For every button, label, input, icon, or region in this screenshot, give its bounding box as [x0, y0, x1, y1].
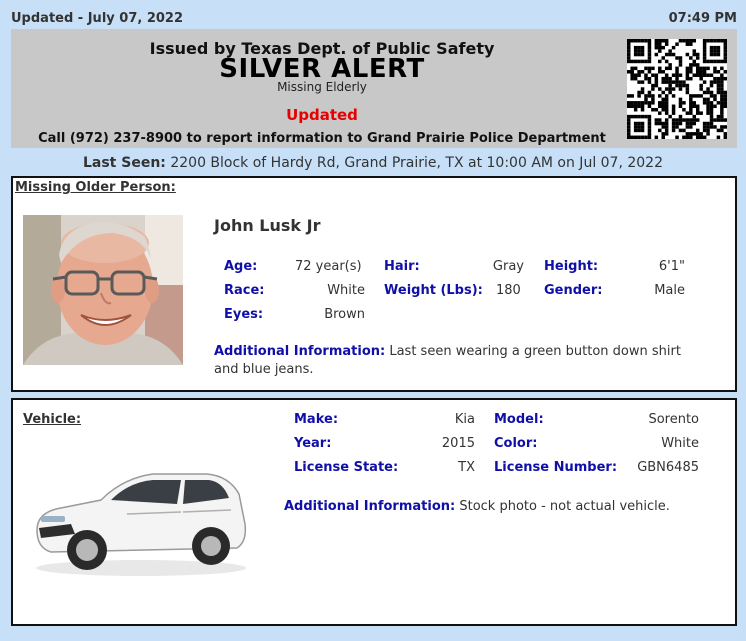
license-number-label: License Number: [494, 460, 618, 475]
vehicle-additional-label: Additional Information: [284, 499, 456, 514]
qr-code-icon[interactable] [627, 39, 727, 139]
gender-value: Male [654, 283, 685, 298]
age-label: Age: [224, 259, 258, 274]
last-seen-label: Last Seen: [82, 155, 166, 171]
alert-status: Updated [286, 106, 358, 124]
top-bar [11, 11, 737, 29]
year-value: 2015 [441, 436, 475, 451]
hair-value: Gray [492, 259, 524, 274]
model-label: Model: [494, 412, 544, 427]
person-photo [23, 215, 183, 365]
race-value: White [327, 283, 365, 298]
alert-banner [11, 29, 737, 148]
height-value: 6'1" [658, 259, 685, 274]
make-value: Kia [454, 412, 475, 427]
person-name: John Lusk Jr [214, 216, 321, 235]
issued-by: Issued by Texas Dept. of Public Safety [149, 39, 495, 58]
alert-title: SILVER ALERT [219, 54, 425, 84]
eyes-value: Brown [324, 307, 365, 322]
vehicle-photo [31, 468, 251, 578]
license-number-value: GBN6485 [637, 460, 699, 475]
year-label: Year: [294, 436, 332, 451]
vehicle-additional-text: Stock photo - not actual vehicle. [459, 499, 670, 514]
hair-label: Hair: [384, 259, 420, 274]
vehicle-additional-info [284, 498, 724, 516]
last-seen-value: 2200 Block of Hardy Rd, Grand Prairie, TX at 10:00 AM on Jul 07, 2022 [170, 155, 663, 171]
age-value: 72 year(s) [295, 259, 362, 274]
alert-subtitle: Missing Elderly [277, 80, 367, 94]
make-label: Make: [294, 412, 339, 427]
eyes-label: Eyes: [224, 307, 264, 322]
person-panel [11, 176, 737, 392]
height-label: Height: [544, 259, 599, 274]
color-value: White [661, 436, 699, 451]
model-value: Sorento [648, 412, 699, 427]
person-additional-label: Additional Information: [214, 344, 386, 359]
last-seen [0, 155, 746, 171]
race-label: Race: [224, 283, 265, 298]
gender-label: Gender: [544, 283, 603, 298]
call-instruction: Call (972) 237-8900 to report information to Grand Prairie Police Department [38, 131, 606, 146]
weight-label: Weight (Lbs): [384, 283, 483, 298]
weight-value: 180 [496, 283, 521, 298]
license-state-value: TX [458, 460, 475, 475]
color-label: Color: [494, 436, 538, 451]
person-additional-info [214, 343, 704, 379]
vehicle-panel [11, 398, 737, 626]
person-additional-text: Last seen wearing a green button down shirt and blue jeans. [214, 344, 681, 377]
updated-time: 07:49 PM [668, 11, 737, 26]
person-heading: Missing Older Person: [15, 180, 176, 195]
vehicle-heading: Vehicle: [23, 412, 82, 427]
license-state-label: License State: [294, 460, 399, 475]
updated-date: Updated - July 07, 2022 [11, 11, 184, 26]
